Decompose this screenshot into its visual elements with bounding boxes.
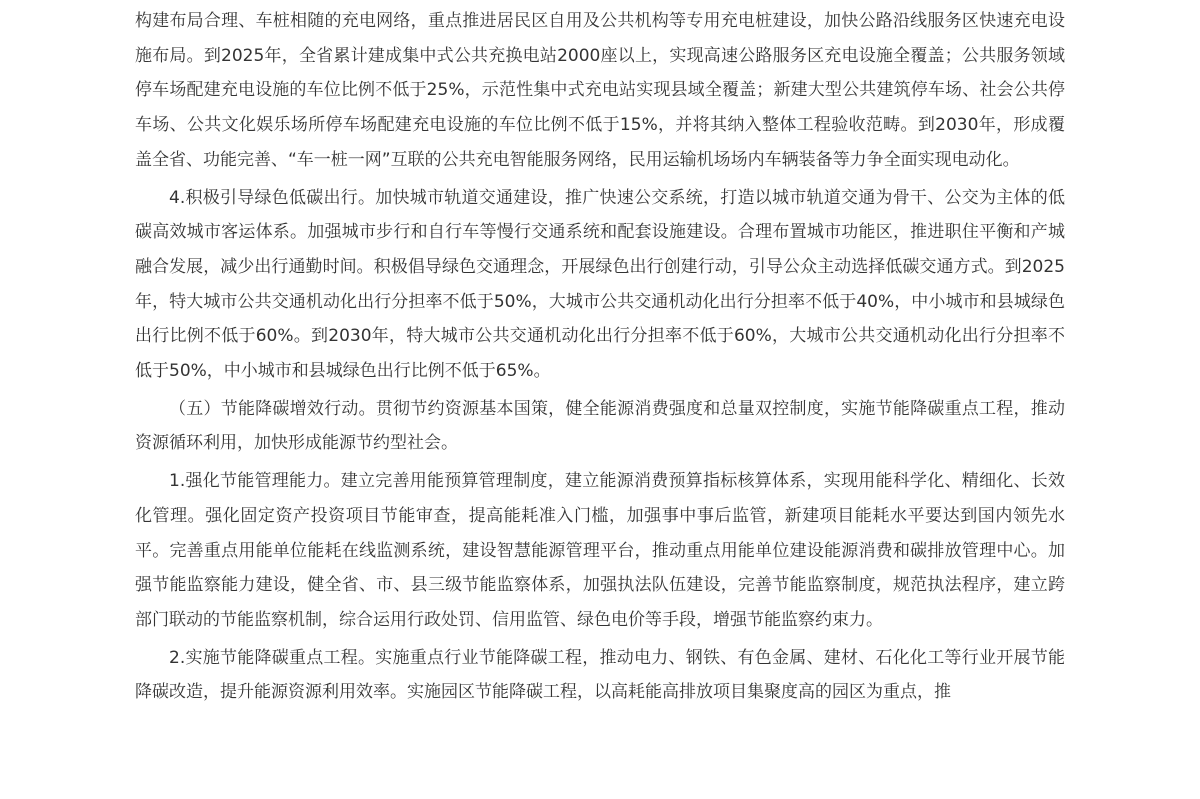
paragraph-key-energy-saving-projects: 2.实施节能降碳重点工程。实施重点行业节能降碳工程，推动电力、钢铁、有色金属、建材、石化化工等行业开展节能降碳改造，提升能源资源利用效率。实施园区节能降碳工程，以高耗能高排放项目集聚度高的园区为重点，推 — [135, 647, 1065, 703]
paragraph-green-low-carbon-travel: 4.积极引导绿色低碳出行。加快城市轨道交通建设，推广快速公交系统，打造以城市轨道交通为骨干、公交为主体的低碳高效城市客运体系。加强城市步行和自行车等慢行交通系统和配套设施建设。合理布置城市功能区，推进职住平衡和产城融合发展，减少出行通勤时间。积极倡导绿色交通理念，开展绿色出行创建行动，引导公众主动选择低碳交通方式。到2025年，特大城市公共交通机动化出行分担率不低于50%，大城市公共交通机动化出行分担率不低于40%，中小城市和县城绿色出行比例不低于60%。到2030年，特大城市公共交通机动化出行分担率不低于60%，大城市公共交通机动化出行分担率不低于50%，中小城市和县城绿色出行比例不低于65%。 — [135, 187, 1065, 382]
paragraph-section-five-energy-saving: （五）节能降碳增效行动。贯彻节约资源基本国策，健全能源消费强度和总量双控制度，实施节能降碳重点工程，推动资源循环利用，加快形成能源节约型社会。 — [135, 398, 1065, 454]
article-body — [135, 4, 1065, 713]
paragraph-charging-network-continued: 构建布局合理、车桩相随的充电网络，重点推进居民区自用及公共机构等专用充电桩建设，加快公路沿线服务区快速充电设施布局。到2025年，全省累计建成集中式公共充换电站2000座以上，实现高速公路服务区充电设施全覆盖；公共服务领域停车场配建充电设施的车位比例不低于25%，示范性集中式充电站实现县域全覆盖；新建大型公共建筑停车场、社会公共停车场、公共文化娱乐场所停车场配建充电设施的车位比例不低于15%，并将其纳入整体工程验收范畴。到2030年，形成覆盖全省、功能完善、“车一桩一网”互联的公共充电智能服务网络，民用运输机场场内车辆装备等力争全面实现电动化。 — [135, 11, 1065, 170]
paragraph-energy-management-capacity: 1.强化节能管理能力。建立完善用能预算管理制度，建立能源消费预算指标核算体系，实现用能科学化、精细化、长效化管理。强化固定资产投资项目节能审查，提高能耗准入门槛，加强事中事后监管，新建项目能耗水平要达到国内领先水平。完善重点用能单位能耗在线监测系统，建设智慧能源管理平台，推动重点用能单位建设能源消费和碳排放管理中心。加强节能监察能力建设，健全省、市、县三级节能监察体系，加强执法队伍建设，完善节能监察制度，规范执法程序，建立跨部门联动的节能监察机制，综合运用行政处罚、信用监管、绿色电价等手段，增强节能监察约束力。 — [135, 471, 1065, 630]
